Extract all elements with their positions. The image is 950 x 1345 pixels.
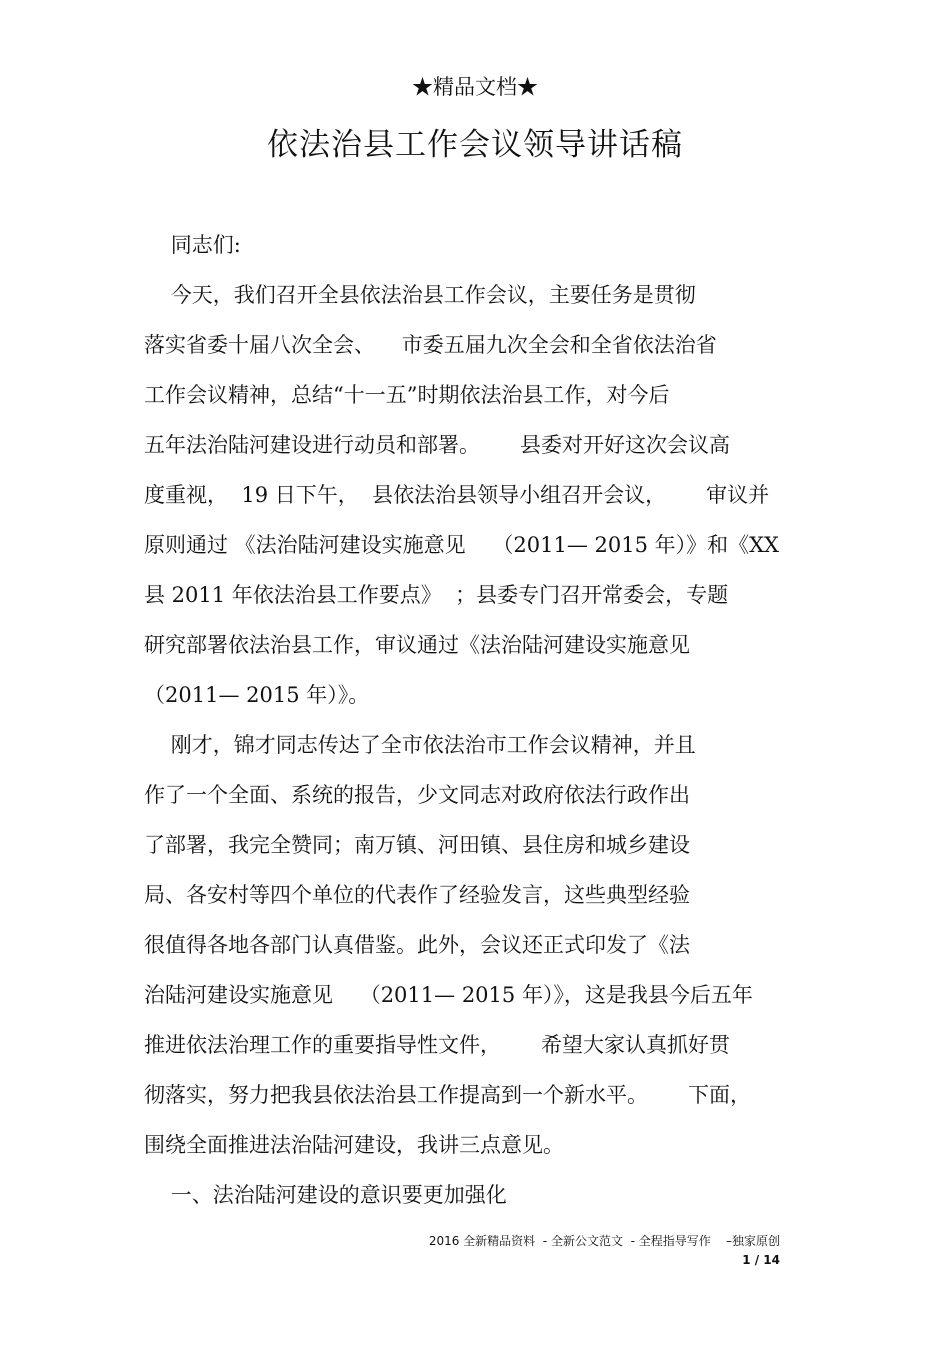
- document-title: 依法治县工作会议领导讲话稿: [267, 127, 683, 163]
- body-line: （2011— 2015 年）》。: [144, 683, 370, 707]
- body-line: 落实省委十届八次全会、 市委五届九次全会和全省依法治省: [144, 333, 717, 357]
- body-line: 彻落实，努力把我县依法治县工作提高到一个新水平。 下面，: [144, 1083, 752, 1107]
- body-line: 工作会议精神，总结“十一五”时期依法治县工作，对今后: [144, 383, 670, 407]
- body-line: 治陆河建设实施意见 （2011— 2015 年）》，这是我县今后五年: [144, 983, 753, 1007]
- body-line: 五年法治陆河建设进行动员和部署。 县委对开好这次会议高: [144, 433, 731, 457]
- body-line: 研究部署依法治县工作，审议通过《法治陆河建设实施意见: [144, 633, 690, 657]
- body-line: 了部署，我完全赞同；南万镇、河田镇、县住房和城乡建设: [144, 833, 690, 857]
- document-body: [144, 220, 824, 1220]
- page-footer: 2016 全新精品资料 - 全新公文范文 - 全程指导写作 –独家原创: [428, 1234, 780, 1248]
- body-line: 推进依法治理工作的重要指导性文件， 希望大家认真抓好贯: [144, 1033, 731, 1057]
- body-line: 度重视， 19 日下午， 县依法治县领导小组召开会议， 审议并: [144, 483, 770, 507]
- body-line: 局、各安村等四个单位的代表作了经验发言，这些典型经验: [144, 883, 690, 907]
- body-line: 围绕全面推进法治陆河建设，我讲三点意见。: [144, 1133, 564, 1157]
- body-line: 今天，我们召开全县依法治县工作会议，主要任务是贯彻: [144, 283, 696, 307]
- section-heading: 一、法治陆河建设的意识要更加强化: [144, 1183, 507, 1207]
- body-line: 县 2011 年依法治县工作要点》 ；县委专门召开常委会，专题: [144, 583, 729, 607]
- page-number: 1 / 14: [742, 1253, 780, 1267]
- body-line: 很值得各地各部门认真借鉴。此外，会议还正式印发了《法: [144, 933, 690, 957]
- body-line: 同志们:: [144, 233, 241, 257]
- body-line: 刚才，锦才同志传达了全市依法治市工作会议精神，并且: [144, 733, 696, 757]
- body-line: 原则通过 《法治陆河建设实施意见 （2011— 2015 年）》和《XX: [144, 533, 780, 557]
- document-header-banner: ★精品文档★: [412, 75, 538, 99]
- body-line: 作了一个全面、系统的报告，少文同志对政府依法行政作出: [144, 783, 690, 807]
